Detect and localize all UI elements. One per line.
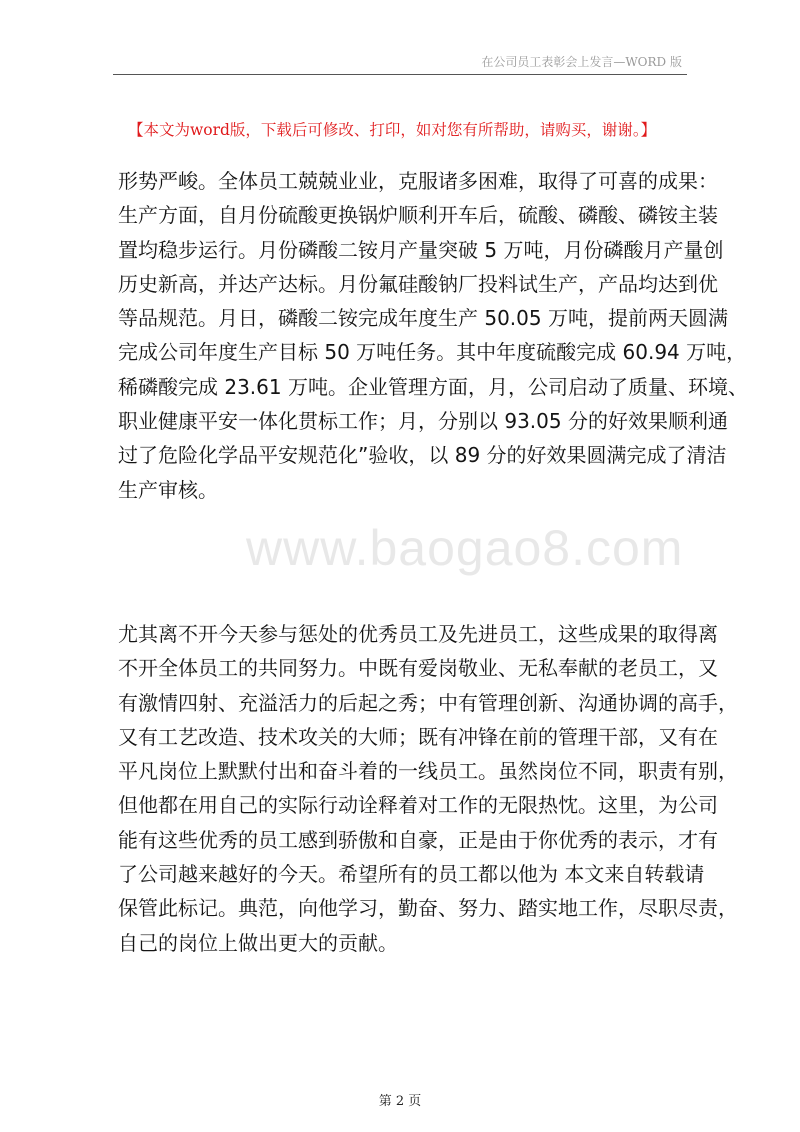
paragraph-line: 稀磷酸完成 23.61 万吨。企业管理方面，月，公司启动了质量、环境、 <box>118 374 748 399</box>
paragraph-line: 自己的岗位上做出更大的贡献。 <box>118 930 398 955</box>
paragraph-line: 生产方面，自月份硫酸更换锅炉顺利开车后，硫酸、磷酸、磷铵主装 <box>118 203 718 228</box>
paragraph-line: 不开全体员工的共同努力。中既有爱岗敬业、无私奉献的老员工，又 <box>118 656 718 681</box>
paragraph-line: 生产审核。 <box>118 477 218 502</box>
paragraph-line: 了公司越来越好的今天。希望所有的员工都以他为 本文来自转载请 <box>118 862 705 887</box>
paragraph-line: 历史新高，并达产达标。月份氟硅酸钠厂投料试生产，产品均达到优 <box>118 271 718 296</box>
body-paragraph-2 <box>118 617 738 960</box>
paragraph-line: 等品规范。月日，磷酸二铵完成年度生产 50.05 万吨，提前两天圆满 <box>118 306 728 331</box>
paragraph-line: 职业健康平安一体化贯标工作；月，分别以 93.05 分的好效果顺利通 <box>118 409 728 434</box>
paragraph-line: 有激情四射、充溢活力的后起之秀；中有管理创新、沟通协调的高手， <box>118 690 738 715</box>
paragraph-line: 置均稳步运行。月份磷酸二铵月产量突破 5 万吨，月份磷酸月产量创 <box>118 237 724 262</box>
document-header-title: 在公司员工表彰会上发言—WORD 版 <box>481 55 682 69</box>
paragraph-line: 形势严峻。全体员工兢兢业业，克服诸多困难，取得了可喜的成果： <box>118 169 718 193</box>
body-paragraph-1 <box>118 164 748 507</box>
paragraph-line: 平凡岗位上默默付出和奋斗着的一线员工。虽然岗位不同，职责有别， <box>118 759 738 784</box>
paragraph-line: 能有这些优秀的员工感到骄傲和自豪，正是由于你优秀的表示，才有 <box>118 827 718 852</box>
paragraph-line: 又有工艺改造、技术攻关的大师；既有冲锋在前的管理干部，又有在 <box>118 724 718 749</box>
paragraph-line: 尤其离不开今天参与惩处的优秀员工及先进员工，这些成果的取得离 <box>118 622 718 646</box>
paragraph-line: 过了危险化学品平安规范化”验收，以 89 分的好效果圆满完成了清洁 <box>118 443 727 468</box>
page-number: 第 2 页 <box>378 1094 422 1109</box>
purchase-notice-banner: 【本文为word版，下载后可修改、打印，如对您有所帮助，请购买，谢谢。】 <box>128 121 657 139</box>
paragraph-line: 但他都在用自己的实际行动诠释着对工作的无限热忱。这里，为公司 <box>118 793 718 818</box>
paragraph-line: 保管此标记。典范，向他学习，勤奋、努力、踏实地工作，尽职尽责， <box>118 896 738 921</box>
paragraph-line: 完成公司年度生产目标 50 万吨任务。其中年度硫酸完成 60.94 万吨， <box>118 340 747 365</box>
header-divider <box>113 74 687 75</box>
site-watermark: www.baogao8.com <box>246 520 684 576</box>
